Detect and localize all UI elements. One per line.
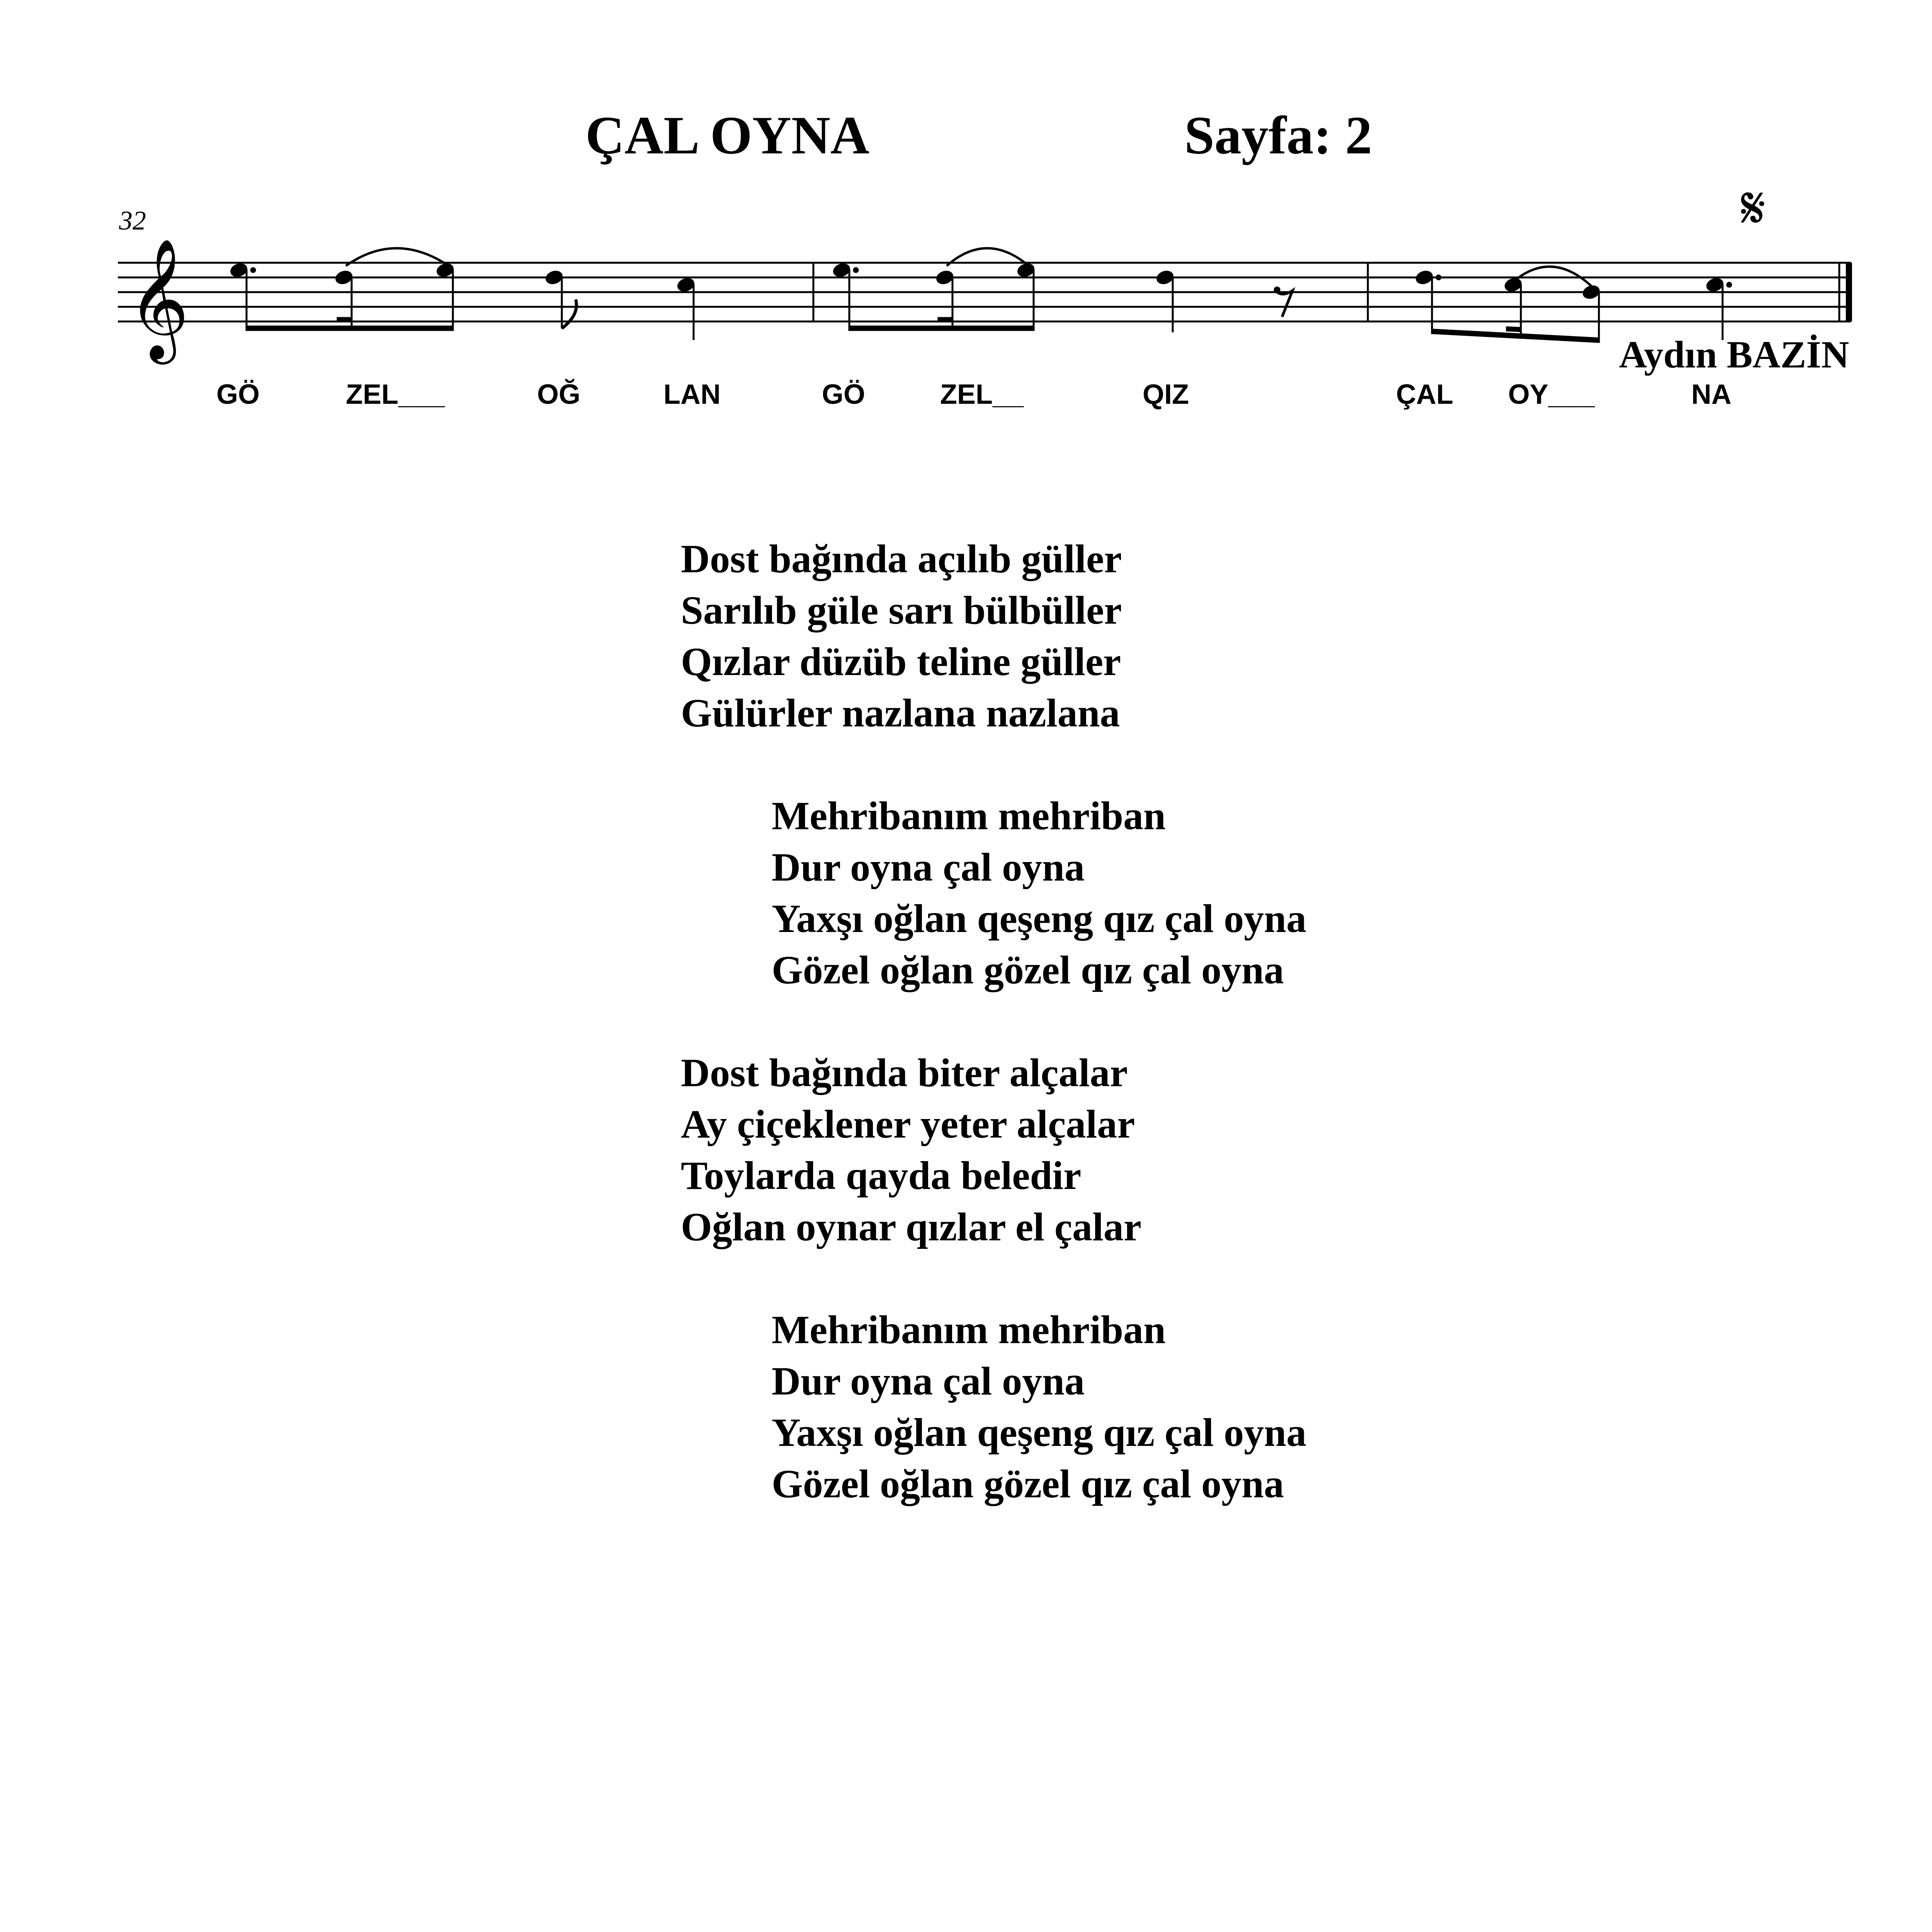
slur (1517, 267, 1591, 286)
syllable: NA (1691, 379, 1731, 410)
lyric-line: Mehribanım mehriban (772, 1308, 1166, 1352)
dot (1726, 282, 1732, 287)
lyric-line: Ay çiçeklener yeter alçalar (681, 1102, 1135, 1146)
eighth-rest (1275, 291, 1293, 317)
lyric-line: Oğlan oynar qızlar el çalar (681, 1205, 1142, 1249)
beam (246, 326, 454, 331)
lyric-line: Gözel oğlan gözel qız çal oyna (772, 948, 1284, 992)
lyric-line: Dur oyna çal oyna (772, 845, 1085, 889)
beam (1506, 327, 1522, 332)
syllable: ÇAL (1396, 379, 1453, 410)
beam (849, 326, 1034, 331)
syllable: LAN (663, 379, 721, 410)
syllable: GÖ (822, 379, 866, 410)
lyric-line: Dost bağında açılıb güller (681, 537, 1122, 581)
verse-stanza (681, 1047, 1306, 1253)
composer-name: Aydın BAZİN (1619, 333, 1849, 376)
lyric-line: Mehribanım mehriban (772, 794, 1166, 838)
lyric-line: Toylarda qayda beledir (681, 1153, 1082, 1198)
beam (938, 317, 953, 322)
syllable: ZEL__ (940, 379, 1024, 410)
lyric-line: Gülürler nazlana nazlana (681, 691, 1120, 735)
lyric-line: Qızlar düzüb teline güller (681, 639, 1121, 684)
lyric-line: Gözel oğlan gözel qız çal oyna (772, 1462, 1284, 1506)
verse-stanza (681, 533, 1306, 739)
syllable: ZEL___ (346, 379, 445, 410)
lyric-line: Dost bağında biter alçalar (681, 1051, 1128, 1095)
refrain-stanza (681, 1304, 1306, 1510)
syllable: OĞ (537, 379, 581, 410)
flag (562, 299, 577, 328)
dot (1436, 275, 1441, 280)
lyric-line: Sarılıb güle sarı bülbüller (681, 588, 1122, 633)
lyric-line: Yaxşı oğlan qeşeng qız çal oyna (772, 1410, 1306, 1455)
refrain-stanza (681, 790, 1306, 996)
lyrics-block (681, 533, 1306, 1561)
measure-number: 32 (119, 206, 146, 236)
page-number: Sayfa: 2 (1184, 105, 1372, 165)
lyric-line: Dur oyna çal oyna (772, 1359, 1085, 1403)
syllable: OY___ (1508, 379, 1595, 410)
dot (250, 267, 256, 273)
song-title: ÇAL OYNA (585, 105, 870, 165)
syllable: GÖ (216, 379, 260, 410)
dot (853, 267, 859, 273)
treble-clef-icon: 𝄞 (128, 237, 189, 359)
segno-icon: 𝄋 (1741, 175, 1766, 242)
syllable: QIZ (1143, 379, 1189, 410)
music-staff (0, 0, 1932, 386)
beam (337, 317, 352, 322)
lyric-line: Yaxşı oğlan qeşeng qız çal oyna (772, 896, 1306, 941)
